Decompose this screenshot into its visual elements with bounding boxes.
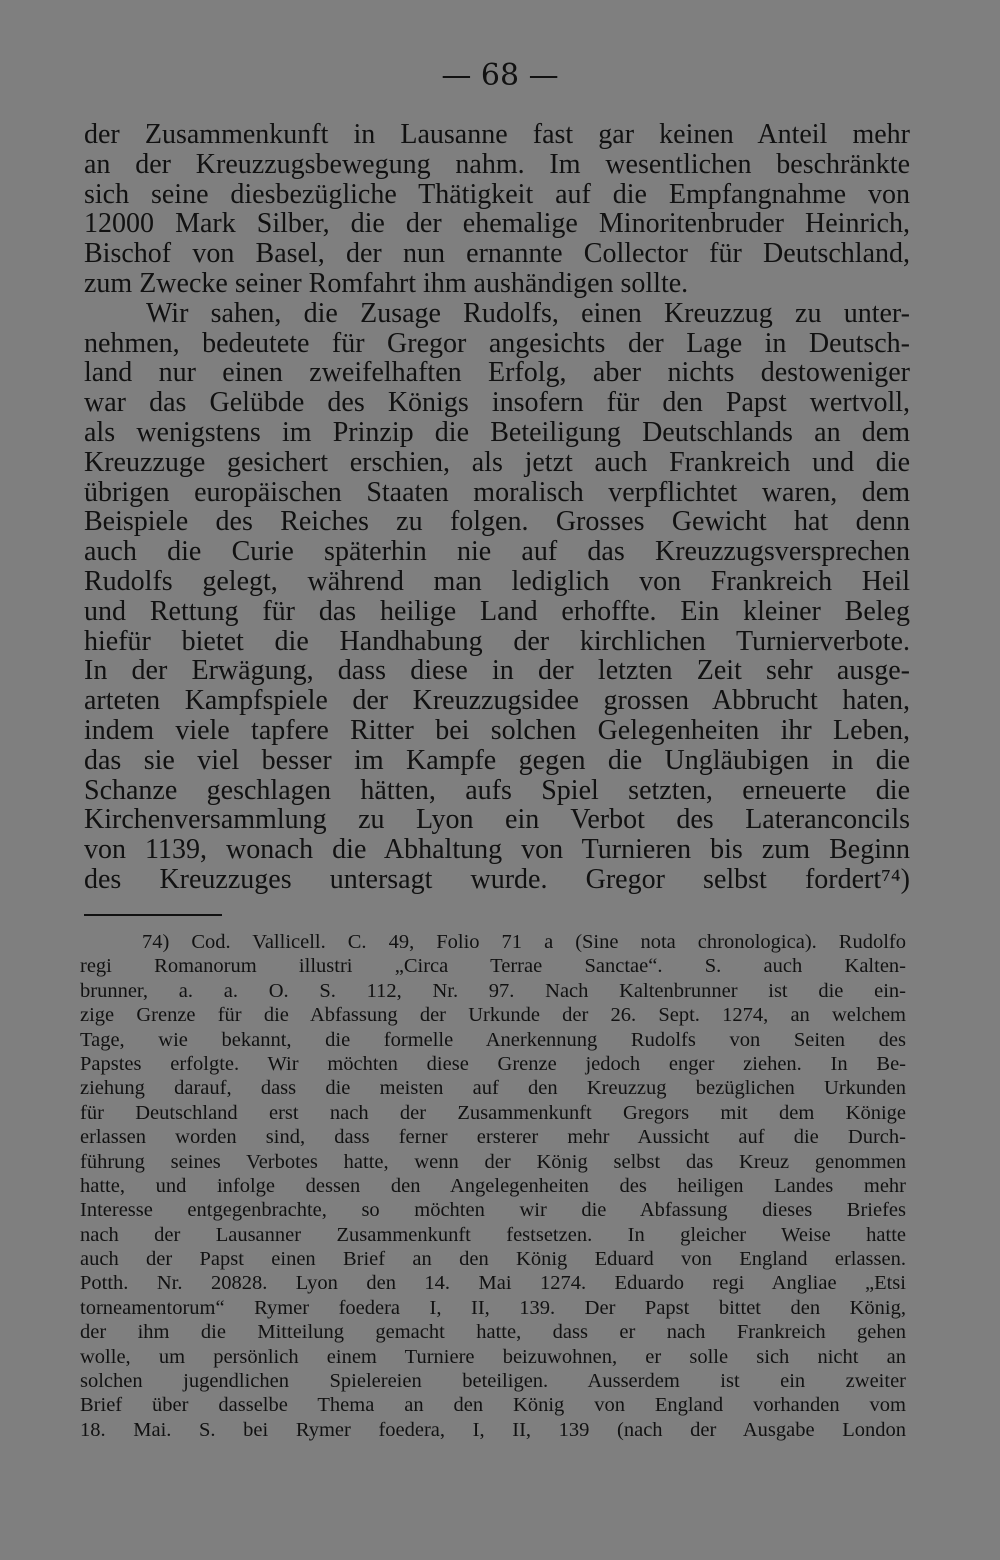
text-line: nehmen, bedeutete für Gregor angesichts der Lage in Deutsch-	[84, 327, 910, 359]
text-line: auch die Curie späterhin nie auf das Kreuzzugsversprechen	[84, 536, 910, 568]
text-line: land nur einen zweifelhaften Erfolg, aber nichts destoweniger	[84, 357, 910, 389]
footnote-line: führung seines Verbotes hatte, wenn der König selbst das Kreuz genommen	[80, 1150, 906, 1173]
footnote-line: Tage, wie bekannt, die formelle Anerkennung Rudolfs von Seiten des	[80, 1028, 906, 1051]
text-line: von 1139, wonach die Abhaltung von Turnieren bis zum Beginn	[84, 834, 910, 866]
text-line: hiefür bietet die Handhabung der kirchlichen Turnierverbote.	[84, 625, 910, 657]
text-line: Rudolfs gelegt, während man lediglich von Frankreich Heil	[84, 565, 910, 597]
footnote-line: erlassen worden sind, dass ferner ersterer mehr Aussicht auf die Durch-	[80, 1126, 906, 1149]
footnote-line: ziehung darauf, dass die meisten auf den Kreuzzug bezüglichen Urkunden	[80, 1077, 906, 1100]
footnote-line: 18. Mai. S. bei Rymer foedera, I, II, 139 (nach der Ausgabe London	[80, 1418, 906, 1441]
footnote-divider	[84, 914, 222, 916]
footnote-line: regi Romanorum illustri „Circa Terrae Sanctae“. S. auch Kalten-	[80, 955, 906, 978]
text-line: und Rettung für das heilige Land erhoffte. Ein kleiner Beleg	[84, 595, 910, 627]
text-line: als wenigstens im Prinzip die Beteiligung Deutschlands an dem	[84, 416, 910, 448]
footnote-line: solchen jugendlichen Spielereien beteiligen. Ausserdem ist ein zweiter	[80, 1370, 906, 1393]
text-line: war das Gelübde des Königs insofern für den Papst wertvoll,	[84, 387, 910, 419]
footnote-line: brunner, a. a. O. S. 112, Nr. 97. Nach Kaltenbrunner ist die ein-	[80, 979, 906, 1002]
text-line: des Kreuzzuges untersagt wurde. Gregor selbst fordert⁷⁴)	[84, 863, 910, 895]
main-text	[84, 120, 910, 895]
page-number: — 68 —	[441, 58, 559, 93]
text-line: Kirchenversammlung zu Lyon ein Verbot des Lateranconcils	[84, 804, 910, 836]
text-line: Schanze geschlagen hätten, aufs Spiel setzten, erneuerte die	[84, 774, 910, 806]
footnote-line: zige Grenze für die Abfassung der Urkunde der 26. Sept. 1274, an welchem	[80, 1004, 906, 1027]
text-line: zum Zwecke seiner Romfahrt ihm aushändigen sollte.	[84, 267, 689, 299]
footnote-line: Papstes erfolgte. Wir möchten diese Grenze jedoch enger ziehen. In Be-	[80, 1052, 906, 1075]
footnote-line: wolle, um persönlich einem Turniere beizuwohnen, er solle sich nicht an	[80, 1345, 906, 1368]
footnote-line: für Deutschland erst nach der Zusammenkunft Gregors mit dem Könige	[80, 1101, 906, 1124]
text-line: an der Kreuzzugsbewegung nahm. Im wesentlichen beschränkte	[84, 148, 910, 180]
footnote-line: nach der Lausanner Zusammenkunft festsetzen. In gleicher Weise hatte	[80, 1223, 906, 1246]
footnote-line: hatte, und infolge dessen den Angelegenheiten des heiligen Landes mehr	[80, 1174, 906, 1197]
text-line: Kreuzzuge gesichert erschien, als jetzt auch Frankreich und die	[84, 446, 910, 478]
text-line: 12000 Mark Silber, die der ehemalige Minoritenbruder Heinrich,	[84, 208, 910, 240]
footnote-74	[80, 930, 906, 1442]
text-line: Bischof von Basel, der nun ernannte Collector für Deutschland,	[84, 238, 910, 270]
footnote-line: torneamentorum“ Rymer foedera I, II, 139. Der Papst bittet den König,	[80, 1296, 906, 1319]
text-line: das sie viel besser im Kampfe gegen die Ungläubigen in die	[84, 744, 910, 776]
footnote-line: Brief über dasselbe Thema an den König von England vorhanden vom	[80, 1394, 906, 1417]
text-line: Wir sahen, die Zusage Rudolfs, einen Kreuzzug zu unter-	[146, 297, 910, 329]
text-line: Beispiele des Reiches zu folgen. Grosses Gewicht hat denn	[84, 506, 910, 538]
footnote-line: 74) Cod. Vallicell. C. 49, Folio 71 a (Sine nota chronologica). Rudolfo	[142, 931, 906, 953]
text-line: arteten Kampfspiele der Kreuzzugsidee grossen Abbrucht haten,	[84, 685, 910, 717]
footnote-line: der ihm die Mitteilung gemacht hatte, dass er nach Frankreich gehen	[80, 1321, 906, 1344]
footnote-line: Potth. Nr. 20828. Lyon den 14. Mai 1274. Eduardo regi Angliae „Etsi	[80, 1272, 906, 1295]
text-line: der Zusammenkunft in Lausanne fast gar keinen Anteil mehr	[84, 119, 910, 150]
text-line: indem viele tapfere Ritter bei solchen Gelegenheiten ihr Leben,	[84, 714, 910, 746]
text-line: In der Erwägung, dass diese in der letzten Zeit sehr ausge-	[84, 655, 910, 687]
footnote-line: Interesse entgegenbrachte, so möchten wir die Abfassung dieses Briefes	[80, 1199, 906, 1222]
text-line: sich seine diesbezügliche Thätigkeit auf die Empfangnahme von	[84, 178, 910, 210]
text-line: übrigen europäischen Staaten moralisch verpflichtet waren, dem	[84, 476, 910, 508]
footnote-line: auch der Papst einen Brief an den König Eduard von England erlassen.	[80, 1248, 906, 1271]
